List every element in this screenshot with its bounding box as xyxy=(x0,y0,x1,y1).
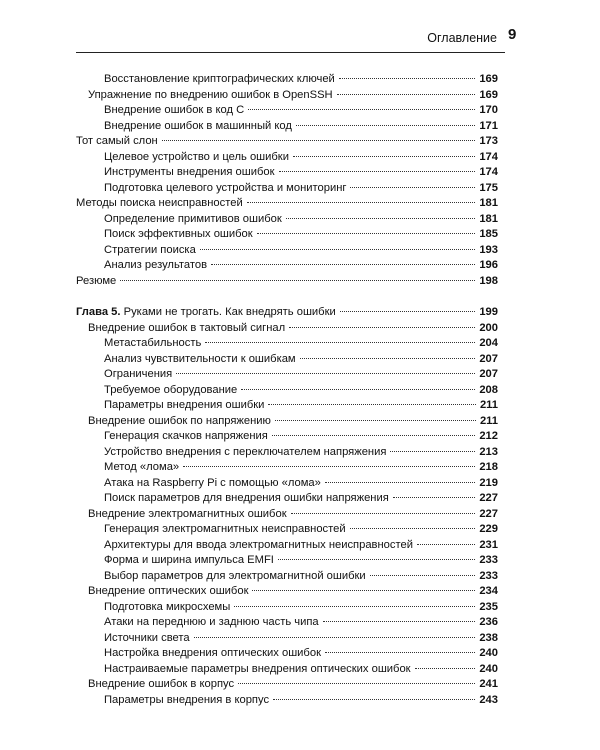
toc-entry[interactable] xyxy=(76,507,498,523)
toc-entry[interactable] xyxy=(76,196,498,212)
toc-entry-label: Атака на Raspberry Pi с помощью «лома» xyxy=(104,476,321,489)
toc-entry-page: 231 xyxy=(479,538,498,551)
toc-entry[interactable] xyxy=(76,398,498,414)
dot-leader xyxy=(257,233,476,234)
toc-entry-page: 243 xyxy=(479,693,498,706)
toc-entry-label: Внедрение ошибок в корпус xyxy=(88,678,235,690)
toc-entry-page: 236 xyxy=(479,616,498,628)
toc-entry-label: Упражнение по внедрению ошибок в OpenSSH xyxy=(88,88,333,101)
toc-entry[interactable] xyxy=(76,631,498,647)
table-of-contents xyxy=(76,72,498,708)
toc-entry-page: 169 xyxy=(479,88,498,101)
toc-entry[interactable] xyxy=(76,476,498,492)
header-title: Оглавление xyxy=(427,31,497,45)
toc-entry-label xyxy=(76,305,336,321)
toc-entry[interactable] xyxy=(76,119,498,135)
dot-leader xyxy=(393,497,476,498)
dot-leader xyxy=(247,202,476,203)
dot-leader xyxy=(339,78,476,79)
toc-entry-page: 234 xyxy=(479,585,498,597)
dot-leader xyxy=(252,590,475,591)
toc-entry-page: 233 xyxy=(479,569,498,582)
toc-entry[interactable] xyxy=(76,445,498,461)
toc-entry-page: 238 xyxy=(479,631,498,644)
dot-leader xyxy=(415,668,476,669)
dot-leader xyxy=(272,435,475,436)
toc-entry[interactable] xyxy=(76,321,498,337)
dot-leader xyxy=(325,482,475,483)
toc-entry-page: 227 xyxy=(479,507,498,520)
toc-entry-page: 174 xyxy=(479,150,498,163)
toc-entry[interactable] xyxy=(76,352,498,368)
dot-leader xyxy=(289,327,475,328)
dot-leader xyxy=(286,218,476,219)
toc-entry[interactable] xyxy=(76,600,498,616)
dot-leader xyxy=(248,109,475,110)
toc-entry-label: Определение примитивов ошибок xyxy=(104,212,282,225)
toc-entry-page: 218 xyxy=(479,461,498,473)
toc-entry-page: 193 xyxy=(479,243,498,256)
toc-entry-label: Параметры внедрения ошибки xyxy=(104,399,265,411)
toc-entry-label: Генерация скачков напряжения xyxy=(104,430,268,442)
toc-entry-page: 208 xyxy=(479,383,498,396)
toc-entry[interactable] xyxy=(76,677,498,693)
toc-entry-page: 196 xyxy=(479,259,498,271)
dot-leader xyxy=(350,187,475,188)
dot-leader xyxy=(273,699,475,700)
toc-entry-label: Внедрение ошибок в тактовый сигнал xyxy=(88,321,286,334)
toc-entry-label: Тот самый слон xyxy=(76,135,158,147)
toc-entry[interactable] xyxy=(76,414,498,430)
toc-entry[interactable] xyxy=(76,227,498,243)
toc-entry[interactable] xyxy=(76,538,498,554)
toc-entry[interactable] xyxy=(76,693,498,709)
toc-entry-label: Выбор параметров для электромагнитной ошибки xyxy=(104,569,366,582)
toc-entry[interactable] xyxy=(76,134,498,150)
toc-entry[interactable] xyxy=(76,522,498,538)
toc-entry-label: Методы поиска неисправностей xyxy=(76,197,243,209)
toc-entry-label: Анализ чувствительности к ошибкам xyxy=(104,352,296,365)
toc-entry[interactable] xyxy=(76,165,498,181)
toc-entry-label: Настраиваемые параметры внедрения оптических ошибок xyxy=(104,662,411,675)
dot-leader xyxy=(296,125,475,126)
dot-leader xyxy=(234,606,475,607)
toc-entry-label: Метастабильность xyxy=(104,337,202,349)
toc-entry-page: 233 xyxy=(479,554,498,566)
dot-leader xyxy=(279,171,476,172)
toc-entry[interactable] xyxy=(76,212,498,228)
toc-entry-page: 240 xyxy=(479,662,498,675)
toc-entry[interactable] xyxy=(76,103,498,119)
toc-entry[interactable] xyxy=(76,615,498,631)
toc-entry-label: Метод «лома» xyxy=(104,461,180,473)
toc-entry-page: 240 xyxy=(479,647,498,659)
toc-entry-page: 174 xyxy=(479,166,498,178)
toc-entry[interactable] xyxy=(76,181,498,197)
dot-leader xyxy=(390,451,475,452)
toc-entry-label: Внедрение ошибок в машинный код xyxy=(104,119,292,132)
toc-entry-label: Поиск параметров для внедрения ошибки напряжения xyxy=(104,492,389,504)
toc-entry-label: Атаки на переднюю и заднюю часть чипа xyxy=(104,616,319,628)
toc-entry-page: 181 xyxy=(479,212,498,225)
toc-entry-page: 235 xyxy=(479,600,498,613)
toc-entry-label: Внедрение ошибок по напряжению xyxy=(88,414,271,427)
toc-entry[interactable] xyxy=(76,553,498,569)
dot-leader xyxy=(268,404,476,405)
toc-entry-page: 241 xyxy=(479,678,498,690)
dot-leader xyxy=(325,652,475,653)
dot-leader xyxy=(340,311,476,312)
toc-entry-page: 211 xyxy=(479,414,498,427)
dot-leader xyxy=(278,559,475,560)
dot-leader xyxy=(183,466,475,467)
dot-leader xyxy=(194,637,476,638)
toc-entry[interactable] xyxy=(76,258,498,274)
toc-entry[interactable] xyxy=(76,584,498,600)
dot-leader xyxy=(162,140,476,141)
chapter-prefix: Глава 5. xyxy=(76,306,121,318)
toc-entry-label: Подготовка микросхемы xyxy=(104,600,231,613)
toc-entry-label: Инструменты внедрения ошибок xyxy=(104,166,275,178)
toc-entry[interactable] xyxy=(76,491,498,507)
page-number: 9 xyxy=(508,26,517,43)
dot-leader xyxy=(293,156,475,157)
toc-entry[interactable] xyxy=(76,150,498,166)
toc-entry-label: Восстановление криптографических ключей xyxy=(104,73,335,85)
dot-leader xyxy=(200,249,476,250)
toc-section-chapter4-continued xyxy=(76,72,498,289)
toc-entry-page: 169 xyxy=(479,73,498,85)
toc-entry[interactable] xyxy=(76,569,498,585)
toc-entry-label: Архитектуры для ввода электромагнитных неисправностей xyxy=(104,538,413,551)
running-header xyxy=(76,30,505,53)
dot-leader xyxy=(211,264,475,265)
toc-entry[interactable] xyxy=(76,336,498,352)
toc-entry-label: Устройство внедрения с переключателем напряжения xyxy=(104,445,387,458)
toc-entry-page: 175 xyxy=(479,181,498,194)
toc-entry-page: 219 xyxy=(479,476,498,489)
dot-leader xyxy=(120,280,475,281)
toc-entry-label: Настройка внедрения оптических ошибок xyxy=(104,647,321,659)
toc-chapter-entry[interactable] xyxy=(76,305,498,321)
toc-entry-label: Ограничения xyxy=(104,368,173,380)
toc-entry[interactable] xyxy=(76,460,498,476)
toc-entry-page: 207 xyxy=(479,368,498,380)
dot-leader xyxy=(370,575,476,576)
toc-entry-label: Источники света xyxy=(104,631,190,644)
toc-entry-page: 212 xyxy=(479,430,498,442)
toc-entry-label: Параметры внедрения в корпус xyxy=(104,693,270,706)
toc-entry-page: 213 xyxy=(479,445,498,458)
toc-entry[interactable] xyxy=(76,383,498,399)
toc-entry-page: 170 xyxy=(479,104,498,116)
toc-entry-label: Генерация электромагнитных неисправностей xyxy=(104,523,346,535)
dot-leader xyxy=(238,683,475,684)
toc-entry-label: Внедрение электромагнитных ошибок xyxy=(88,507,287,520)
toc-entry[interactable] xyxy=(76,88,498,104)
toc-entry-page: 185 xyxy=(479,228,498,240)
toc-entry-label: Внедрение оптических ошибок xyxy=(88,585,249,597)
toc-section-chapter5 xyxy=(76,321,498,709)
toc-entry-page: 204 xyxy=(479,337,498,349)
toc-entry-page: 181 xyxy=(479,197,498,209)
toc-entry-page: 207 xyxy=(479,352,498,365)
dot-leader xyxy=(350,528,476,529)
toc-entry-page: 229 xyxy=(479,523,498,535)
toc-entry-label: Требуемое оборудование xyxy=(104,383,238,396)
toc-entry-label: Внедрение ошибок в код C xyxy=(104,104,245,116)
toc-entry[interactable] xyxy=(76,72,498,88)
toc-entry-page: 200 xyxy=(479,321,498,334)
toc-entry-label: Форма и ширина импульса EMFI xyxy=(104,554,274,566)
toc-entry-page: 199 xyxy=(479,306,498,318)
toc-entry[interactable] xyxy=(76,243,498,259)
toc-entry-label: Подготовка целевого устройства и мониторинг xyxy=(104,181,347,194)
chapter-title: Руками не трогать. Как внедрять ошибки xyxy=(123,306,336,318)
toc-entry-page: 173 xyxy=(479,135,498,147)
toc-entry-page: 227 xyxy=(479,492,498,504)
toc-entry-page: 171 xyxy=(479,119,498,132)
toc-entry-label: Поиск эффективных ошибок xyxy=(104,228,253,240)
dot-leader xyxy=(205,342,475,343)
dot-leader xyxy=(417,544,475,545)
dot-leader xyxy=(300,358,476,359)
toc-entry[interactable] xyxy=(76,367,498,383)
toc-entry[interactable] xyxy=(76,646,498,662)
dot-leader xyxy=(176,373,475,374)
toc-entry-page: 198 xyxy=(479,274,498,287)
toc-entry-label: Анализ результатов xyxy=(104,259,208,271)
toc-entry-label: Резюме xyxy=(76,274,117,287)
dot-leader xyxy=(323,621,476,622)
dot-leader xyxy=(275,420,476,421)
toc-entry-page: 211 xyxy=(479,399,498,411)
toc-entry-label: Целевое устройство и цель ошибки xyxy=(104,150,289,163)
dot-leader xyxy=(241,389,475,390)
toc-entry[interactable] xyxy=(76,662,498,678)
toc-entry[interactable] xyxy=(76,274,498,290)
dot-leader xyxy=(337,94,476,95)
toc-entry-label: Стратегии поиска xyxy=(104,243,196,256)
toc-entry[interactable] xyxy=(76,429,498,445)
dot-leader xyxy=(291,513,476,514)
